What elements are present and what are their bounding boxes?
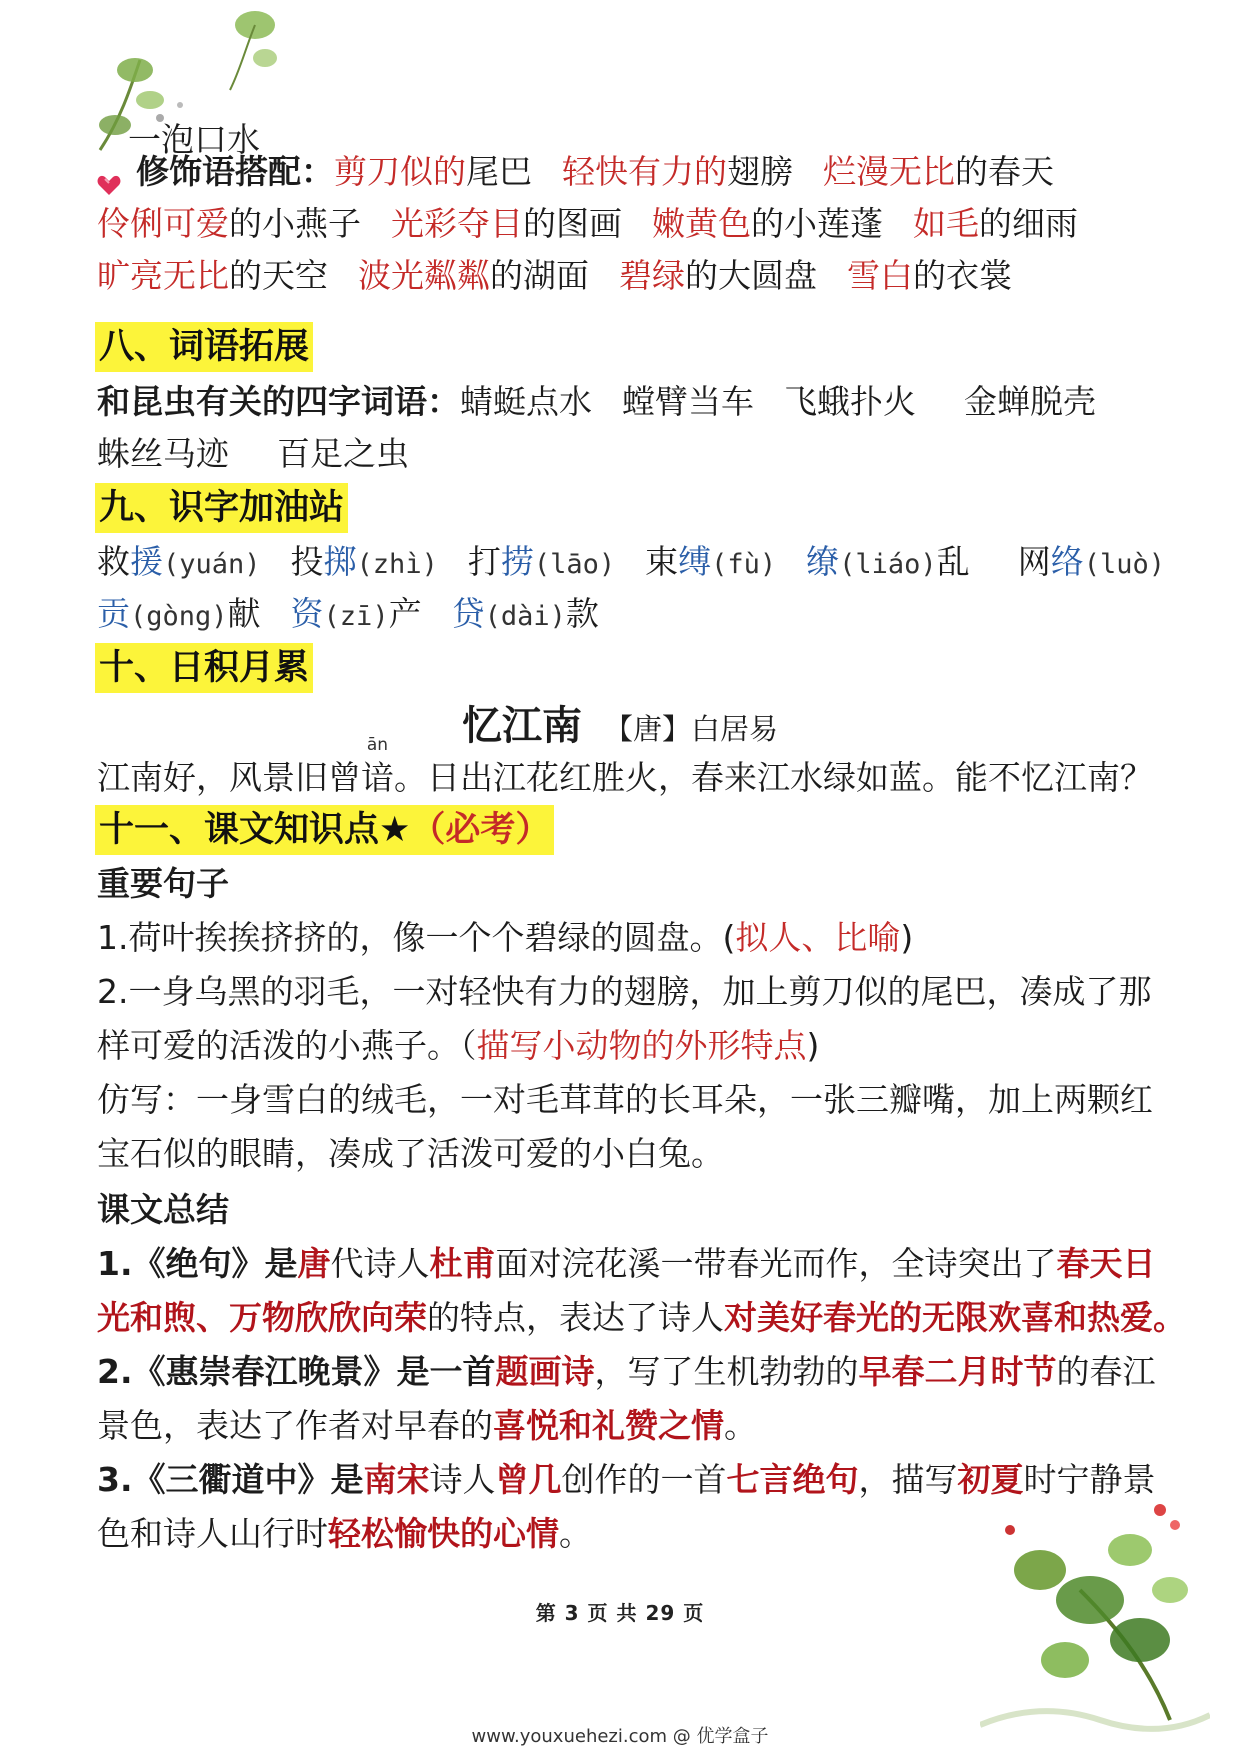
section-11-title: 十一、课文知识点★ — [99, 810, 411, 850]
char-practice-line-2 — [97, 592, 599, 639]
sentence-2-line-2: 样可爱的活泼的小燕子。（描写小动物的外形特点) — [97, 1026, 820, 1065]
idiom: 百足之虫 — [277, 434, 409, 473]
modifier-phrase: 碧绿 — [619, 256, 685, 295]
modifier-phrase: 剪刀似的 — [334, 152, 466, 191]
site-watermark: www.youxuehezi.com @ 优学盒子 — [471, 1726, 769, 1747]
must-test-tag: （必考） — [410, 810, 551, 850]
insect-idioms-line-2 — [97, 432, 409, 476]
poem-text-pre: 江南好，风景旧曾 — [97, 758, 361, 797]
char-word: 缭(liáo)乱 — [806, 542, 970, 581]
char-word: 网络(luò) — [1017, 542, 1165, 581]
idiom: 蛛丝马迹 — [97, 434, 229, 473]
summary-2-line-2: 景色，表达了作者对早春的喜悦和礼赞之情。 — [97, 1406, 757, 1445]
char-word: 贡(gòng)献 — [97, 594, 261, 633]
modifier-noun: 的小燕子 — [229, 204, 361, 243]
summary-1-line-1: 1.《绝句》是唐代诗人杜甫面对浣花溪一带春光而作，全诗突出了春天日 — [97, 1244, 1156, 1283]
key-sentences-label: 重要句子 — [97, 864, 229, 903]
sentence-2-line-1: 2.一身乌黑的羽毛，一对轻快有力的翅膀，加上剪刀似的尾巴，凑成了那 — [97, 972, 1152, 1011]
summary-label: 课文总结 — [97, 1190, 229, 1229]
char-word: 资(zī)产 — [290, 594, 422, 633]
poem-title-text: 忆江南 — [461, 703, 582, 749]
modifier-phrase: 光彩夺目 — [391, 204, 523, 243]
modifiers-line-3 — [97, 254, 1012, 298]
sentence-1-note: 拟人、比喻 — [735, 918, 901, 957]
modifier-noun: 的大圆盘 — [685, 256, 817, 295]
char-word: 束缚(fù) — [645, 542, 777, 581]
pinyin-annotation: ān — [366, 735, 389, 755]
imitation-line-2: 宝石似的眼睛，凑成了活泼可爱的小白兔。 — [97, 1134, 724, 1173]
modifier-noun: 的天空 — [229, 256, 328, 295]
modifier-phrase: 旷亮无比 — [97, 256, 229, 295]
char-word: 贷(dài)款 — [451, 594, 599, 633]
modifier-noun: 的细雨 — [979, 204, 1078, 243]
modifier-noun: 的春天 — [955, 152, 1054, 191]
modifier-phrase: 烂漫无比 — [823, 152, 955, 191]
poem-body — [97, 735, 1153, 800]
char-word: 救援(yuán) — [97, 542, 261, 581]
modifier-noun: 的图画 — [523, 204, 622, 243]
modifier-phrase: 波光粼粼 — [358, 256, 490, 295]
modifier-phrase: 轻快有力的 — [562, 152, 727, 191]
poem-author: 【唐】白居易 — [603, 712, 778, 746]
summary-2-line-1: 2.《惠崇春江晚景》是一首题画诗，写了生机勃勃的早春二月时节的春江 — [97, 1352, 1156, 1391]
poem-ruby-char: ān 谙 — [361, 735, 394, 797]
heart-icon — [96, 172, 122, 198]
insect-idioms-line-1 — [97, 380, 1096, 424]
idiom: 金蝉脱壳 — [964, 382, 1096, 421]
modifier-noun: 的小莲蓬 — [751, 204, 883, 243]
idiom: 飞蛾扑火 — [784, 382, 916, 421]
vocab-tail: 一泡口水 — [128, 120, 260, 159]
char-word: 投掷(zhì) — [290, 542, 438, 581]
summary-1-line-2: 光和煦、万物欣欣向荣的特点，表达了诗人对美好春光的无限欢喜和热爱。 — [97, 1298, 1186, 1337]
modifier-noun: 尾巴 — [466, 152, 532, 191]
sentence-1: 1.荷叶挨挨挤挤的，像一个个碧绿的圆盘。(拟人、比喻) — [97, 918, 914, 957]
summary-3-line-2: 色和诗人山行时轻松愉快的心情。 — [97, 1514, 592, 1553]
modifier-noun: 翅膀 — [727, 152, 793, 191]
section-heading-8: 八、词语拓展 — [95, 322, 313, 372]
char-word: 打捞(lāo) — [467, 542, 616, 581]
modifier-phrase: 伶俐可爱 — [97, 204, 229, 243]
idiom: 螳臂当车 — [622, 382, 754, 421]
modifiers-line-1 — [136, 150, 1054, 194]
modifier-phrase: 雪白 — [847, 256, 913, 295]
modifier-phrase: 嫩黄色 — [652, 204, 751, 243]
poem-text-post: 。日出江花红胜火，春来江水绿如蓝。能不忆江南？ — [394, 758, 1153, 797]
sentence-2-note: 描写小动物的外形特点 — [476, 1026, 807, 1065]
modifier-phrase: 如毛 — [913, 204, 979, 243]
page-number: 第 3 页 共 29 页 — [535, 1601, 705, 1625]
imitation-line-1: 仿写：一身雪白的绒毛，一对毛茸茸的长耳朵，一张三瓣嘴，加上两颗红 — [97, 1080, 1153, 1119]
section-heading-11 — [95, 805, 554, 855]
insect-idioms-label: 和昆虫有关的四字词语： — [97, 382, 460, 421]
modifiers-label: 修饰语搭配： — [136, 152, 334, 191]
section-heading-9: 九、识字加油站 — [95, 483, 348, 533]
modifier-noun: 的湖面 — [490, 256, 589, 295]
poem-title — [0, 700, 1240, 755]
section-heading-10: 十、日积月累 — [95, 643, 313, 693]
summary-3-line-1: 3.《三衢道中》是南宋诗人曾几创作的一首七言绝句，描写初夏时宁静景 — [97, 1460, 1156, 1499]
modifiers-line-2 — [97, 202, 1078, 246]
idiom: 蜻蜓点水 — [460, 382, 592, 421]
modifier-noun: 的衣裳 — [913, 256, 1012, 295]
char-practice-line-1 — [97, 540, 1165, 587]
